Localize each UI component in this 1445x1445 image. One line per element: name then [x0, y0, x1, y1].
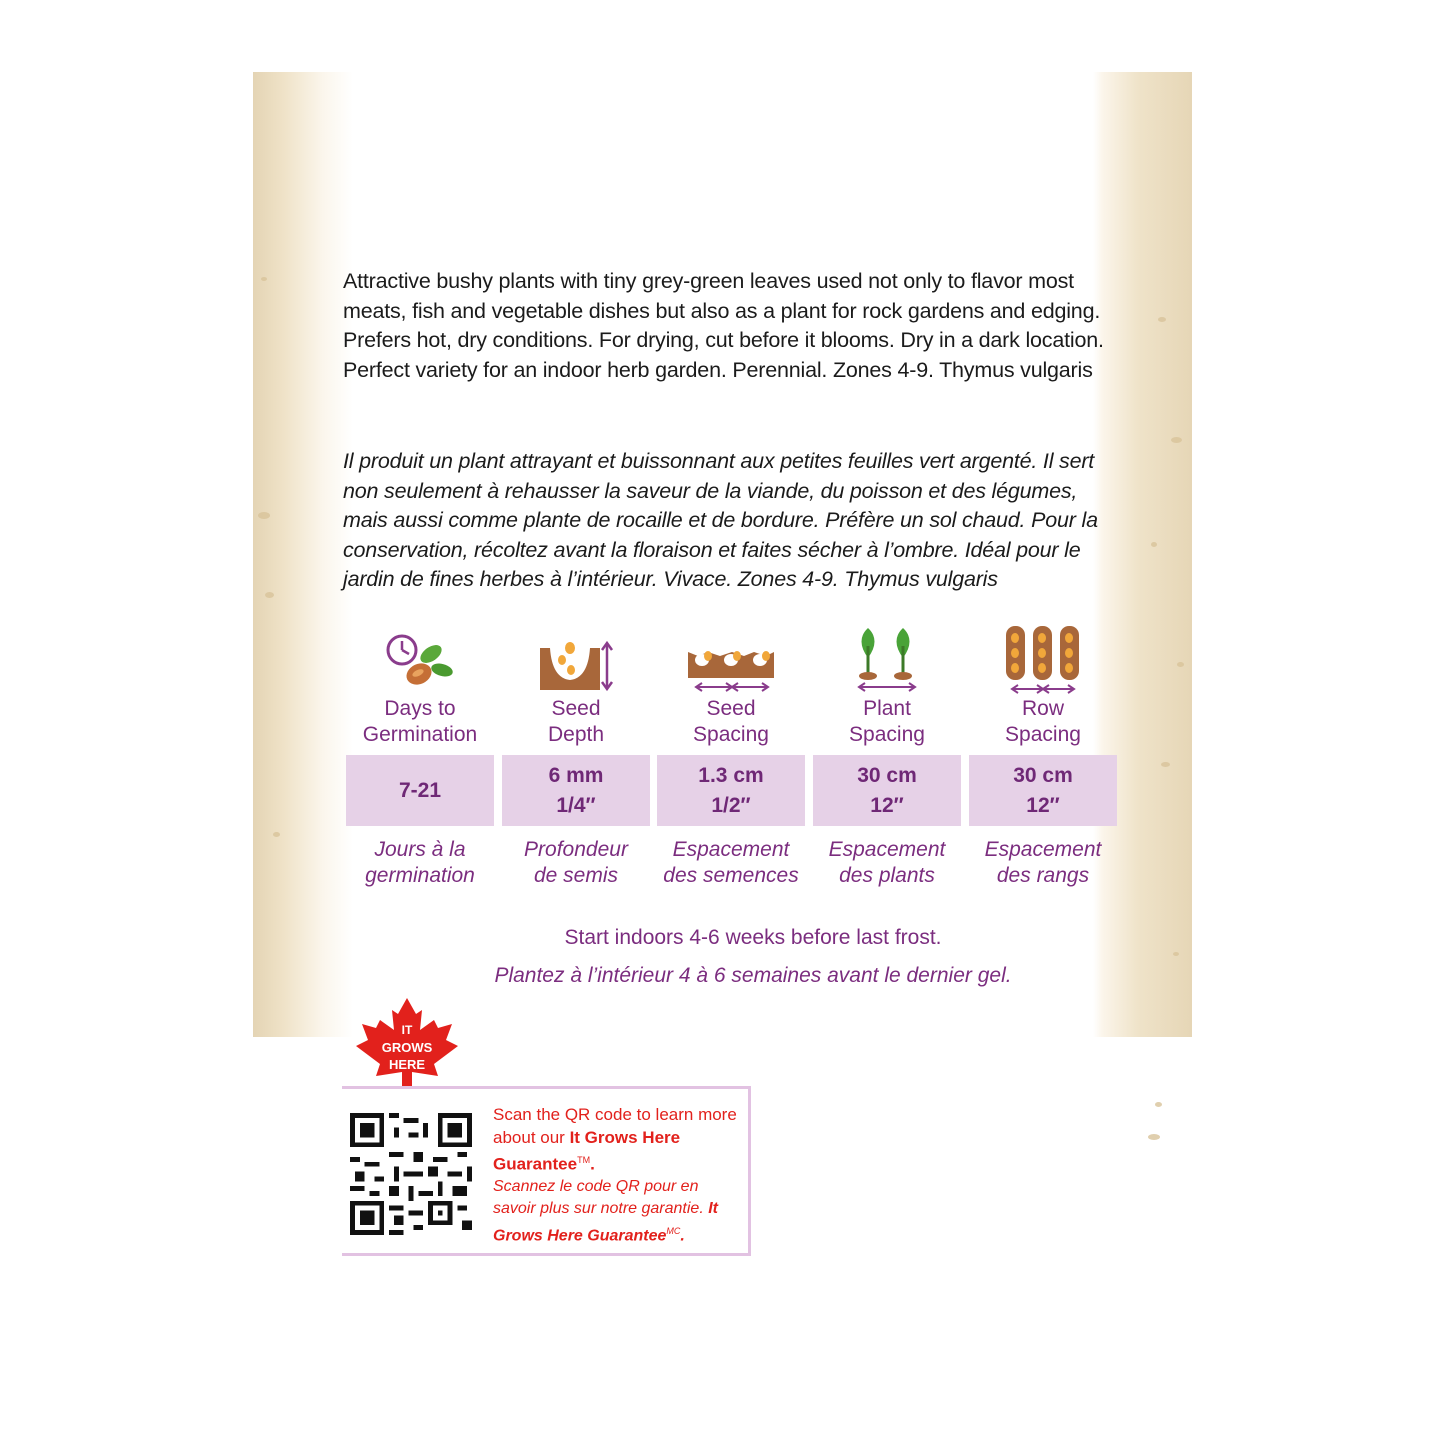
qr-code[interactable]	[350, 1113, 472, 1235]
value-row-spacing: 30 cm 12″	[969, 755, 1117, 826]
label-seed-depth: Seed Depth	[547, 697, 605, 746]
value-plant-spacing: 30 cm 12″	[813, 755, 961, 826]
sowing-instruction-english: Start indoors 4-6 weeks before last frost.	[564, 926, 942, 949]
label-days-to-germination: Days to Germination	[362, 697, 478, 746]
value-days-to-germination: 7-21	[346, 755, 494, 826]
description-english: Attractive bushy plants with tiny grey-green leaves used not only to flavor most meats, fish and vegetable dishes but also as a plant for rock gardens and edging. Prefers hot, dry conditions. For drying, cut before it blooms. Dry in a dark location. Perfect variety for an indoor herb garden. Perennial. Zones 4-9. Thymus vulgaris	[343, 269, 1104, 382]
label-fr-seed-spacing: Espacement des semences	[663, 838, 799, 887]
label-fr-seed-depth: Profondeur de semis	[524, 838, 628, 887]
label-seed-spacing: Seed Spacing	[693, 697, 769, 746]
seed-spacing-icon	[688, 646, 776, 694]
value-seed-depth: 6 mm 1/4″	[502, 755, 650, 826]
logo-text-line2: GROWS	[381, 1040, 433, 1055]
seed-depth-icon	[540, 640, 615, 692]
germination-clock-icon	[383, 632, 458, 690]
plant-spacing-icon	[853, 626, 923, 694]
guarantee-text-english: Scan the QR code to learn more about our It Grows Here Guarantee™.	[493, 1105, 737, 1174]
guarantee-text	[493, 1103, 738, 1247]
row-spacing-icon	[1004, 624, 1084, 696]
description-french: Il produit un plant attrayant et buissonnant aux petites feuilles vert argenté. Il sert non seulement à rehausser la saveur de la viande, du poisson et des légumes, mais aussi comme plante de rocaille et de bordure. Préfère un sol chaud. Pour la conservation, récoltez avant la floraison et faites sécher à l’ombre. Idéal pour le jardin de fines herbes à l’intérieur. Vivace. Zones 4-9. Thymus vulgaris	[343, 449, 1098, 591]
it-grows-here-guarantee-logo	[350, 996, 465, 1100]
label-fr-germination: Jours à la germination	[365, 838, 475, 887]
guarantee-text-french: Scannez le code QR pour en savoir plus sur notre garantie. It Grows Here Guarantee$^{MC}$.	[493, 1177, 718, 1244]
label-row-spacing: Row Spacing	[1005, 697, 1081, 746]
label-plant-spacing: Plant Spacing	[849, 697, 925, 746]
logo-text-line1: IT	[401, 1023, 413, 1037]
label-fr-row-spacing: Espacement des rangs	[984, 838, 1102, 887]
logo-text-line3: HERE	[388, 1057, 426, 1072]
value-seed-spacing: 1.3 cm 1/2″	[657, 755, 805, 826]
label-fr-plant-spacing: Espacement des plants	[828, 838, 946, 887]
sowing-instruction-french: Plantez à l’intérieur 4 à 6 semaines avant le dernier gel.	[494, 964, 1012, 987]
